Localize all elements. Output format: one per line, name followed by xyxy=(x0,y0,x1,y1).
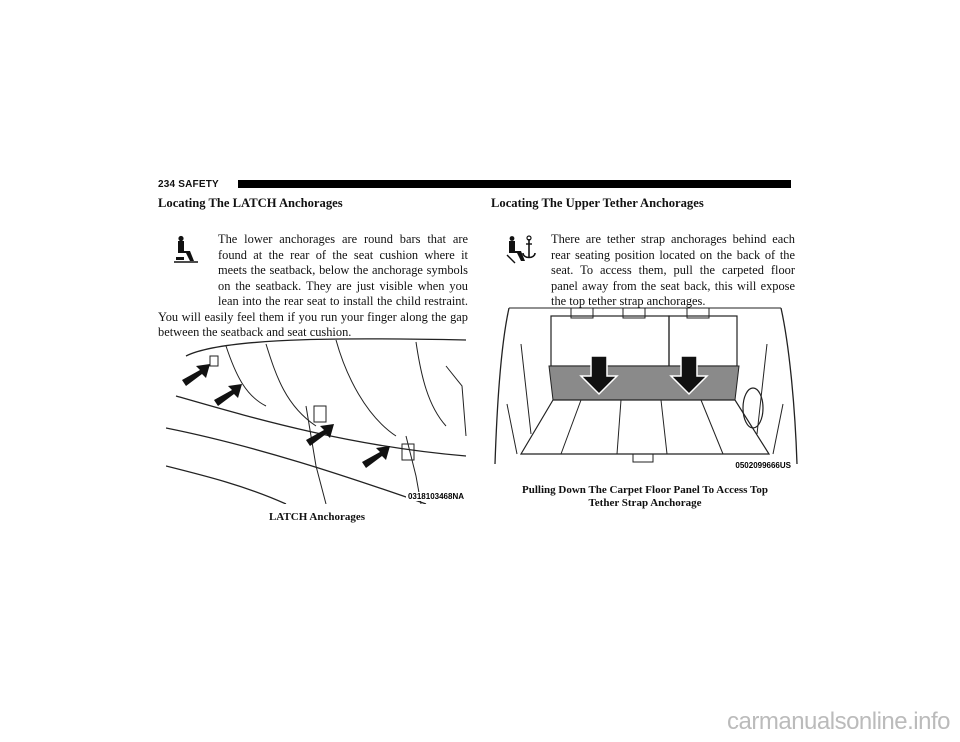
figure-caption xyxy=(491,484,799,510)
caption-line-1: Pulling Down The Carpet Floor Panel To Access Top xyxy=(522,484,768,496)
section-upper-tether xyxy=(491,196,801,509)
tether-paragraph-text: There are tether strap anchorages behind each rear seating position located on the back of the seat. To access them, pull the carpeted floor panel away from the seat back, this will expose the top tether strap anchorages. xyxy=(551,232,795,308)
section-latch xyxy=(158,196,468,523)
figure-caption: LATCH Anchorages xyxy=(268,511,366,523)
tether-anchor-icon xyxy=(491,232,551,296)
cargo-area-illustration xyxy=(491,304,799,476)
figure-code: 0318103468NA xyxy=(407,492,464,501)
tether-paragraph xyxy=(491,232,795,310)
caption-line-2: Tether Strap Anchorage xyxy=(588,497,702,509)
section-heading-tether: Locating The Upper Tether Anchorages xyxy=(491,196,704,210)
header-rule xyxy=(238,180,791,188)
watermark: carmanualsonline.info xyxy=(727,708,950,735)
section-heading-latch: Locating The LATCH Anchorages xyxy=(158,196,343,210)
latch-anchorages-illustration xyxy=(166,336,468,504)
figure-code: 0502099666US xyxy=(735,461,791,470)
child-seat-anchor-icon xyxy=(158,232,218,296)
page-label: 234 SAFETY xyxy=(158,179,219,190)
page-header xyxy=(158,178,791,191)
latch-paragraph xyxy=(158,232,468,341)
latch-paragraph-text: The lower anchorages are round bars that are found at the rear of the seat cushion where it meets the seatback, below the anchorage symbols on the seatback. They are just visible when you lean into the rear seat to install the child restraint. You will easily feel them if you run your finger along the gap between the seatback and seat cushion. xyxy=(158,232,468,339)
